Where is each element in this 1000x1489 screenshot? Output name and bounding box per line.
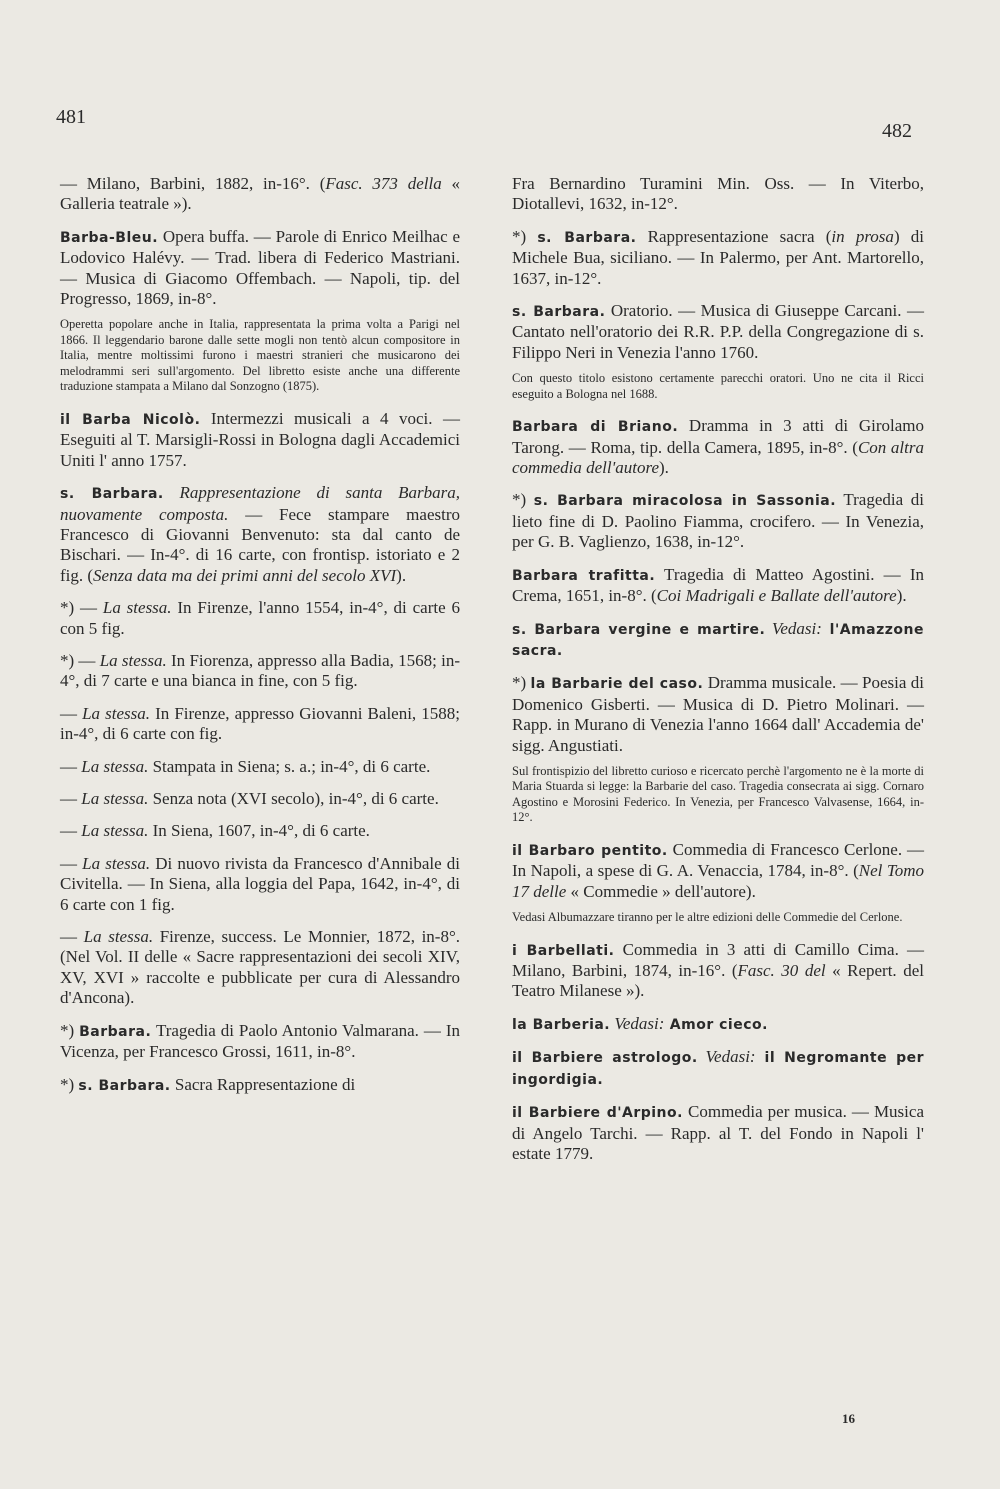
catalog-entry <box>60 598 460 639</box>
catalog-entry <box>512 1047 924 1090</box>
catalog-entry <box>60 1075 460 1096</box>
catalog-entry <box>512 1102 924 1164</box>
catalog-entry <box>60 789 460 809</box>
entry-text: Tragedia di lieto fine di D. Paolino Fiamma, crocifero. — In Venezia, per G. B. Vaglienzo, 1638, in-12°. <box>512 490 924 552</box>
entry-italic: La stessa. <box>82 853 151 873</box>
entry-text: Dramma in 3 atti di Girolamo Tarong. — Roma, tip. della Camera, 1895, in-8°. ( <box>512 416 924 457</box>
entry-italic: La stessa. <box>81 756 149 776</box>
entry-lead: — <box>60 703 83 723</box>
catalog-entry <box>512 565 924 607</box>
entry-italic: Rappresentazione di santa Barbara, nuovamente composta. <box>60 483 460 524</box>
entry-title: il Barbiere d'Arpino. <box>512 1105 683 1122</box>
entry-text: ). <box>396 565 407 585</box>
entry-text: In Firenze, l'anno 1554, in-4°, di carte 6 con 5 fig. <box>60 598 460 638</box>
entry-title: Barbara trafitta. <box>512 567 656 584</box>
entry-text: Senza nota (XVI secolo), in-4°, di 6 carte. <box>148 789 439 809</box>
entry-text: Tragedia di Paolo Antonio Valmarana. — In Vicenza, per Francesco Grossi, 1611, in-8°. <box>60 1020 460 1062</box>
entry-text: « Galleria teatrale »). <box>60 174 460 214</box>
entry-text: ). <box>659 458 669 478</box>
catalog-entry <box>512 1014 924 1035</box>
entry-italic: La stessa. <box>82 703 150 723</box>
entry-text: Opera buffa. — Parole di Enrico Meilhac e Lodovico Halévy. — Trad. libera di Federico Mastriani. — Musica di Giacomo Offembach. — Napoli, tip. del Progresso, 1869, in-8°. <box>60 226 460 309</box>
catalog-entry <box>512 619 924 662</box>
catalog-entry <box>60 854 460 915</box>
entry-lead: — <box>60 821 82 841</box>
entry-title: la Barbarie del caso. <box>530 676 704 693</box>
catalog-entry <box>512 301 924 363</box>
entry-lead: *) — <box>60 651 100 670</box>
entry-lead: — <box>60 756 82 776</box>
entry-cross-ref: l'Amazzone sacra. <box>512 621 924 659</box>
entry-lead: *) — <box>60 598 103 618</box>
entry-title: Barbara. <box>79 1023 152 1040</box>
entry-italic: Con altra commedia dell'autore <box>512 437 924 478</box>
entry-text: Commedia di Francesco Cerlone. — In Napoli, a spese di G. A. Venaccia, 1784, in-8°. ( <box>512 839 924 881</box>
entry-text: Rappresentazione sacra ( <box>636 226 832 246</box>
entry-lead: — <box>60 853 83 873</box>
entry-italic: in prosa <box>831 226 894 246</box>
entry-text: Firenze, success. Le Monnier, 1872, in-8°. (Nel Vol. II delle « Sacre rappresentazioni dei secoli XIV, XV, XVI » raccolte e pubblicate per cura di Alessandro d'Ancona). <box>60 927 461 1008</box>
entry-lead: — Milano, Barbini, 1882, in-16°. ( <box>60 174 326 193</box>
catalog-entry <box>60 409 460 471</box>
entry-lead: *) <box>512 226 538 246</box>
catalog-entry <box>512 490 924 552</box>
entry-text: « Commedie » dell'autore). <box>566 881 756 901</box>
entry-title: Barbara di Briano. <box>512 419 679 436</box>
entry-note: Operetta popolare anche in Italia, rappresentata la prima volta a Parigi nel 1866. Il leggendario barone dalle sette mogli non tentò alcun compositore in Italia, mentre moltissimi furono i maestri stranieri che musicarono dei melodrammi seri sull'argomento. Del libretto esiste anche una differente traduzione stampata a Milano dal Sonzogno (1875). <box>60 317 460 394</box>
catalog-entry <box>60 1021 460 1063</box>
entry-text: Tragedia di Matteo Agostini. — In Crema, 1651, in-8°. ( <box>512 564 924 606</box>
entry-italic: Nel Tomo 17 delle <box>512 861 925 901</box>
entry-italic: La stessa. <box>99 651 167 670</box>
entry-lead: — <box>60 789 82 809</box>
catalog-entry <box>512 940 924 1002</box>
entry-title: s. Barbara. <box>537 229 637 246</box>
entry-text: « Repert. del Teatro Milanese »). <box>512 961 924 1001</box>
signature-mark: 16 <box>842 1411 855 1426</box>
entry-title: s. Barbara vergine e martire. <box>512 621 766 638</box>
entry-title: Barba-Bleu. <box>60 229 159 246</box>
catalog-entry <box>60 483 460 586</box>
catalog-entry <box>512 227 924 289</box>
entry-italic: La stessa. <box>81 789 149 809</box>
entry-text: Intermezzi musicali a 4 voci. — Eseguiti al T. Marsigli-Rossi in Bologna dagli Accademici Uniti l' anno 1757. <box>60 408 460 470</box>
entry-title: s. Barbara miracolosa in Sassonia. <box>533 493 837 510</box>
entry-text: In Siena, 1607, in-4°, di 6 carte. <box>148 821 370 841</box>
entry-text: In Firenze, appresso Giovanni Baleni, 1588; in-4°, di 6 carte con fig. <box>60 703 460 744</box>
catalog-entry <box>512 673 924 756</box>
entry-italic: Senza data ma dei primi anni del secolo XVI <box>93 565 397 585</box>
catalog-entry <box>512 174 924 215</box>
entry-lead: *) <box>60 1020 80 1040</box>
entry-note: Sul frontispizio del libretto curioso e ricercato perchè l'argomento ne è la morte di Maria Stuarda si legge: la Barbarie del caso. Tragedia consecrata ai sigg. Cornaro Agostino e Morosini Federico. In Venezia, per Francesco Valvasense, 1664, in-12°. <box>512 763 924 825</box>
catalog-entry <box>60 821 460 841</box>
entry-italic: Coi Madrigali e Ballate dell'autore <box>656 586 897 606</box>
entry-cross-ref: il Negromante per ingordigia. <box>512 1050 924 1088</box>
entry-lead: *) <box>60 1074 79 1094</box>
catalog-entry <box>60 704 460 745</box>
catalog-entry <box>60 927 460 1009</box>
entry-italic: Fasc. 373 della <box>325 174 442 193</box>
entry-italic: Fasc. 30 del <box>737 961 826 981</box>
entry-title: s. Barbara. <box>512 304 606 321</box>
entry-text: — Fece stampare maestro Francesco di Giovanni Benvenuto: sta dal canto de Bischari. — In-4°. di 16 carte, con frontisp. istoriato e 2 fig. ( <box>60 504 460 585</box>
entry-italic: Vedasi: <box>765 618 822 638</box>
entry-italic: Vedasi: <box>610 1013 665 1033</box>
entry-note: Con questo titolo esistono certamente parecchi oratori. Uno ne cita il Ricci eseguito a Bologna nel 1688. <box>512 371 924 401</box>
entry-text: In Fiorenza, appresso alla Badia, 1568; in-4°, di 7 carte e una bianca in fine, con 5 fig. <box>60 651 460 691</box>
entry-text: Di nuovo rivista da Francesco d'Annibale di Civitella. — In Siena, alla loggia del Papa, 1642, in-4°, di 6 carte con 1 fig. <box>60 853 460 914</box>
entry-text: Oratorio. — Musica di Giuseppe Carcani. — Cantato nell'oratorio dei R.R. P.P. della Congregazione di s. Filippo Neri in Venezia l'anno 1760. <box>512 301 924 362</box>
left-column <box>60 174 460 1108</box>
entry-text: Fra Bernardino Turamini Min. Oss. — In Viterbo, Diotallevi, 1632, in-12°. <box>512 174 924 214</box>
entry-text: Sacra Rappresentazione di <box>170 1074 356 1094</box>
entry-italic: La stessa. <box>102 598 172 618</box>
catalog-entry <box>60 227 460 310</box>
page-number-left: 481 <box>56 106 86 128</box>
catalog-entry <box>60 651 460 692</box>
entry-title: il Barbaro pentito. <box>512 842 668 859</box>
entry-italic: La stessa. <box>83 927 154 947</box>
entry-italic: Vedasi: <box>697 1047 756 1067</box>
entry-text: Stampata in Siena; s. a.; in-4°, di 6 carte. <box>148 756 431 776</box>
catalog-entry <box>512 416 924 478</box>
entry-cross-ref: Amor cieco. <box>664 1016 768 1033</box>
entry-title: i Barbellati. <box>512 942 615 959</box>
entry-text: Commedia per musica. — Musica di Angelo Tarchi. — Rapp. al T. del Fondo in Napoli l' estate 1779. <box>512 1102 924 1163</box>
entry-lead: *) <box>512 490 534 510</box>
entry-title: il Barba Nicolò. <box>60 411 201 428</box>
catalog-entry <box>60 174 460 215</box>
entry-note: Vedasi Albumazzare tiranno per le altre edizioni delle Commedie del Cerlone. <box>512 910 903 925</box>
entry-title: s. Barbara. <box>60 486 164 503</box>
entry-lead: — <box>60 927 84 947</box>
entry-text: Dramma musicale. — Poesia di Domenico Gisberti. — Musica di D. Pietro Molinari. — Rapp. in Murano di Venezia l'anno 1664 dall' Accademia de' sigg. Angustiati. <box>512 673 924 755</box>
entry-title: s. Barbara. <box>78 1077 171 1094</box>
entry-lead: *) <box>512 673 531 693</box>
entry-text: ). <box>896 586 907 606</box>
entry-text: ) di Michele Bua, siciliano. — In Palermo, per Ant. Martorello, 1637, in-12°. <box>512 226 925 288</box>
catalog-entry <box>60 757 460 777</box>
right-column <box>512 174 924 1176</box>
entry-italic: La stessa. <box>81 821 149 841</box>
entry-text: Commedia in 3 atti di Camillo Cima. — Milano, Barbini, 1874, in-16°. ( <box>512 939 924 981</box>
page-number-right: 482 <box>882 120 912 142</box>
entry-title: la Barberia. <box>512 1016 611 1033</box>
catalog-entry <box>512 840 924 902</box>
entry-title: il Barbiere astrologo. <box>512 1050 698 1067</box>
